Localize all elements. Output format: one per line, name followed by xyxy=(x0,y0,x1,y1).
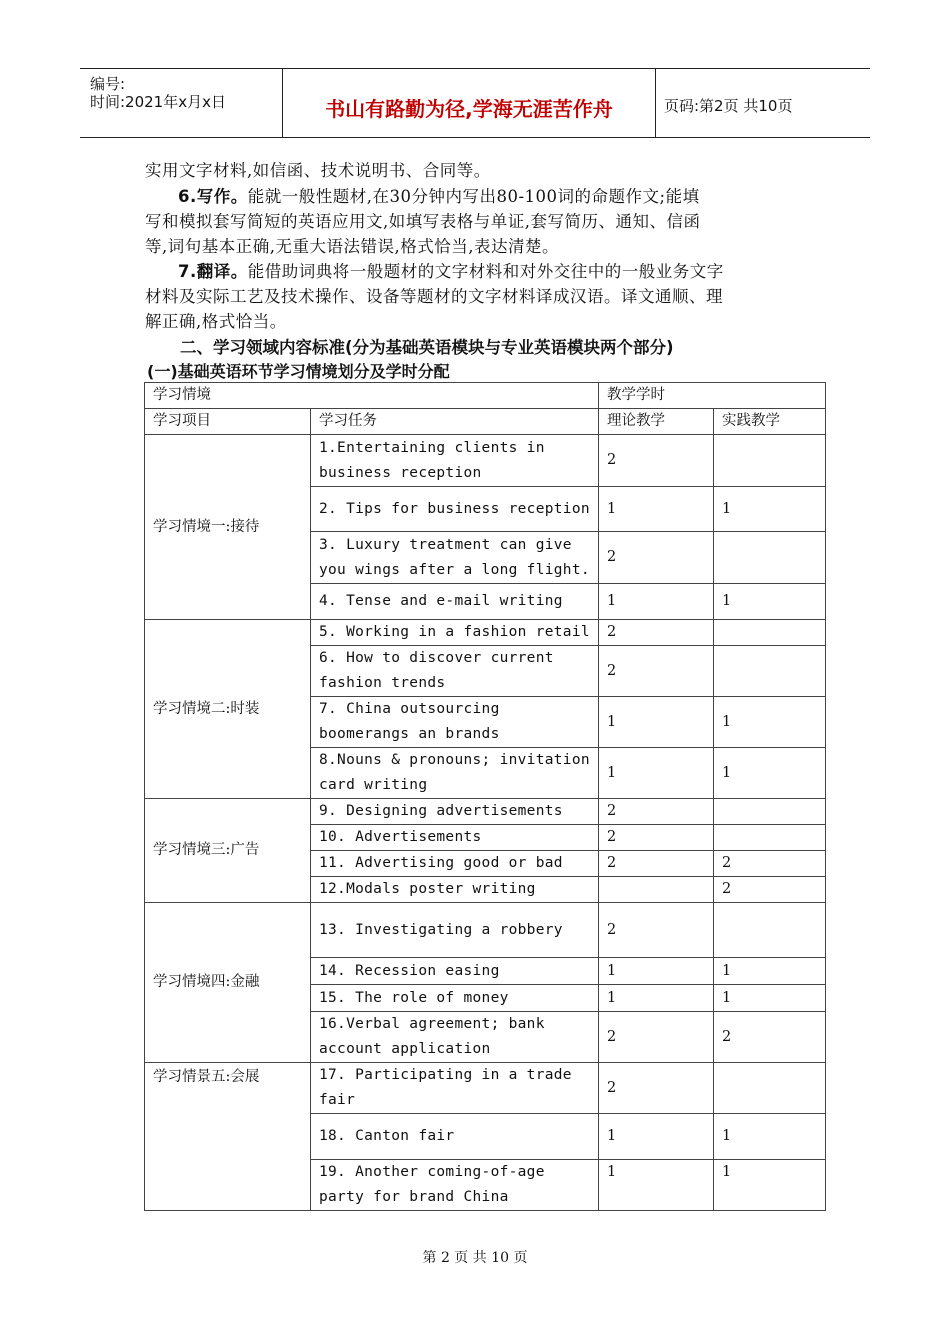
header-practice: 实践教学 xyxy=(714,409,826,435)
practice-cell: 1 xyxy=(714,487,826,532)
table-row xyxy=(145,1063,826,1114)
translation-line-3: 解正确,格式恰当。 xyxy=(145,312,287,331)
task-cell: 5. Working in a fashion retail xyxy=(311,620,599,646)
theory-cell: 1 xyxy=(599,487,714,532)
table-row xyxy=(145,799,826,825)
practice-cell: 1 xyxy=(714,958,826,985)
situation-cell: 学习情境四:金融 xyxy=(145,903,311,1063)
practice-cell: 1 xyxy=(714,584,826,620)
writing-line-3: 等,词句基本正确,无重大语法错误,格式恰当,表达清楚。 xyxy=(145,237,559,256)
theory-cell: 2 xyxy=(599,532,714,584)
page-header xyxy=(80,68,870,138)
task-cell: 19. Another coming-of-age party for brand China xyxy=(311,1160,599,1211)
practice-cell: 1 xyxy=(714,697,826,748)
practice-cell xyxy=(714,646,826,697)
paragraph-translation xyxy=(145,259,813,334)
translation-line-2: 材料及实际工艺及技术操作、设备等题材的文字材料译成汉语。译文通顺、理 xyxy=(145,287,723,306)
subsection-heading: (一)基础英语环节学习情境划分及学时分配 xyxy=(147,362,450,381)
task-cell: 16.Verbal agreement; bank account application xyxy=(311,1012,599,1063)
situation-cell: 学习情境二:时装 xyxy=(145,620,311,799)
section-heading: 二、学习领域内容标准(分为基础英语模块与专业英语模块两个部分) xyxy=(180,338,674,357)
theory-cell: 2 xyxy=(599,825,714,851)
practice-cell: 1 xyxy=(714,1114,826,1160)
page-footer: 第 2 页 共 10 页 xyxy=(422,1250,528,1266)
theory-cell: 1 xyxy=(599,1160,714,1211)
paragraph-continued xyxy=(145,158,813,183)
table-row xyxy=(145,435,826,487)
writing-line-1: 能就一般性题材,在30分钟内写出80-100词的命题作文;能填 xyxy=(247,187,700,206)
theory-cell: 2 xyxy=(599,851,714,877)
task-cell: 1.Entertaining clients in business reception xyxy=(311,435,599,487)
page-info: 页码:第2页 共10页 xyxy=(664,97,793,115)
theory-cell: 2 xyxy=(599,620,714,646)
header-hours: 教学学时 xyxy=(599,383,826,409)
table-row xyxy=(145,903,826,958)
practice-cell: 1 xyxy=(714,1160,826,1211)
serial-label: 编号: xyxy=(90,75,126,93)
task-cell: 2. Tips for business reception xyxy=(311,487,599,532)
task-cell: 13. Investigating a robbery xyxy=(311,903,599,958)
practice-cell xyxy=(714,532,826,584)
theory-cell: 1 xyxy=(599,1114,714,1160)
header-theory: 理论教学 xyxy=(599,409,714,435)
theory-cell xyxy=(599,877,714,903)
practice-cell xyxy=(714,799,826,825)
header-meta xyxy=(80,69,283,137)
practice-cell: 2 xyxy=(714,851,826,877)
table-header-row xyxy=(145,383,826,409)
theory-cell: 2 xyxy=(599,1012,714,1063)
theory-cell: 1 xyxy=(599,958,714,985)
practice-cell xyxy=(714,825,826,851)
task-cell: 14. Recession easing xyxy=(311,958,599,985)
hours-table xyxy=(144,382,826,1211)
task-cell: 15. The role of money xyxy=(311,985,599,1012)
practice-cell xyxy=(714,620,826,646)
theory-cell: 2 xyxy=(599,799,714,825)
situation-cell: 学习情境三:广告 xyxy=(145,799,311,903)
task-cell: 3. Luxury treatment can give you wings after a long flight. xyxy=(311,532,599,584)
task-cell: 7. China outsourcing boomerangs an brands xyxy=(311,697,599,748)
header-page-cell xyxy=(656,69,870,137)
practice-cell: 2 xyxy=(714,877,826,903)
practice-cell: 1 xyxy=(714,985,826,1012)
task-cell: 17. Participating in a trade fair xyxy=(311,1063,599,1114)
motto: 书山有路勤为径,学海无涯苦作舟 xyxy=(325,97,613,121)
theory-cell: 1 xyxy=(599,748,714,799)
task-cell: 8.Nouns & pronouns; invitation card writing xyxy=(311,748,599,799)
theory-cell: 1 xyxy=(599,584,714,620)
header-item: 学习项目 xyxy=(145,409,311,435)
theory-cell: 2 xyxy=(599,646,714,697)
writing-heading: 6.写作。 xyxy=(178,187,248,206)
practice-cell: 2 xyxy=(714,1012,826,1063)
task-cell: 10. Advertisements xyxy=(311,825,599,851)
table-subheader-row xyxy=(145,409,826,435)
theory-cell: 1 xyxy=(599,697,714,748)
practice-cell xyxy=(714,435,826,487)
practice-cell xyxy=(714,1063,826,1114)
translation-heading: 7.翻译。 xyxy=(178,262,248,281)
header-task: 学习任务 xyxy=(311,409,599,435)
theory-cell: 1 xyxy=(599,985,714,1012)
paragraph-text: 实用文字材料,如信函、技术说明书、合同等。 xyxy=(145,161,491,180)
translation-line-1: 能借助词典将一般题材的文字材料和对外交往中的一般业务文字 xyxy=(247,262,724,281)
task-cell: 12.Modals poster writing xyxy=(311,877,599,903)
task-cell: 4. Tense and e-mail writing xyxy=(311,584,599,620)
header-motto-cell xyxy=(283,69,656,137)
practice-cell xyxy=(714,903,826,958)
task-cell: 6. How to discover current fashion trends xyxy=(311,646,599,697)
theory-cell: 2 xyxy=(599,1063,714,1114)
practice-cell: 1 xyxy=(714,748,826,799)
task-cell: 11. Advertising good or bad xyxy=(311,851,599,877)
writing-line-2: 写和模拟套写简短的英语应用文,如填写表格与单证,套写简历、通知、信函 xyxy=(145,212,701,231)
paragraph-writing xyxy=(145,184,813,259)
task-cell: 9. Designing advertisements xyxy=(311,799,599,825)
theory-cell: 2 xyxy=(599,903,714,958)
situation-cell: 学习情境一:接待 xyxy=(145,435,311,620)
task-cell: 18. Canton fair xyxy=(311,1114,599,1160)
situation-cell: 学习情景五:会展 xyxy=(145,1063,311,1211)
header-situation: 学习情境 xyxy=(145,383,599,409)
theory-cell: 2 xyxy=(599,435,714,487)
table-row xyxy=(145,620,826,646)
date-label: 时间:2021年x月x日 xyxy=(90,93,226,111)
